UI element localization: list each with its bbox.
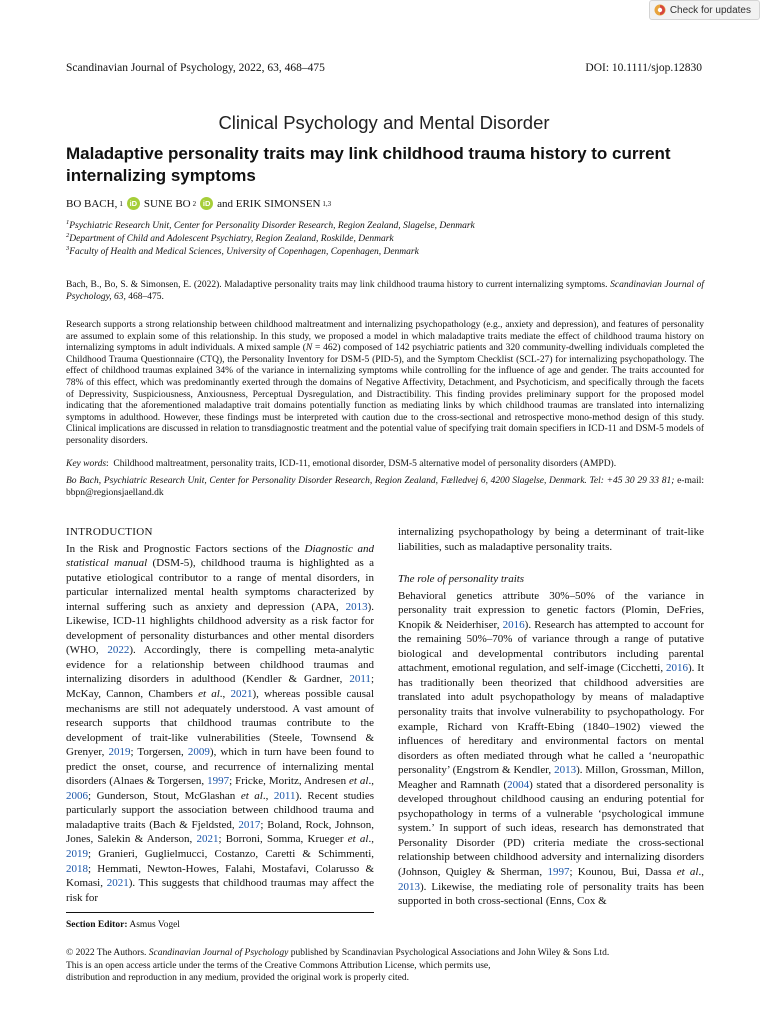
keywords: Key words: Childhood maltreatment, personality traits, ICD-11, emotional disorder, DSM-5 alternative model of personality disorders (AMPD). [66, 459, 617, 469]
update-status-icon [654, 4, 666, 16]
right-column [398, 525, 704, 909]
subsection-heading: The role of personality traits [398, 573, 525, 586]
section-editor: Section Editor: Asmus Vogel [66, 920, 180, 930]
author-sup: 1,3 [322, 199, 332, 208]
body-paragraph: Behavioral genetics attribute 30%–50% of the variance in personality trait expression to genetic factors (Plomin, DeFries, Knopik & Neiderhiser, 2016). Research has attempted to account for the remaining 50%–70% of variance through a range of putative biological and developmental contributors including parental attachment, emotional regulation, and self-image (Cicchetti, 2016). It has traditionally been theorized that childhood adversities are translated into adult psychopathology by means of maladaptive personality traits that involve vulnerability to psychopathology. For example, Richard von Krafft-Ebing (1840–1902) viewed the influences of hereditary and environmental factors on mental disorders as often mediated through what he called a ‘neuropathic personality’ (Engstrom & Kendler, 2013). Millon, Grossman, Millon, Meagher and Ramnath (2004) stated that a disordered personality is developed throughout childhood causing an enduring potential for psychopathology in terms of a vulnerable ‘psychological immune system.’ In support of such ideas, research has demonstrated that Personality Disorder (PD) criteria mediate the cross-sectional relationship between childhood adversity and internalizing disorders (Johnson, Quigley & Sherman, 1997; Kounou, Bui, Dassa et al., 2013). Likewise, the mediating role of personality traits has been supported in both cross-sectional (Enns, Cox & [398, 589, 705, 908]
section-title: Clinical Psychology and Mental Disorder [218, 112, 550, 133]
author-list [66, 197, 331, 210]
affiliation: $^3$Faculty of Health and Medical Sciences, University of Copenhagen, Copenhagen, Denmark [66, 245, 419, 258]
affiliation: $^2$Department of Child and Adolescent Psychiatry, Region Zealand, Roskilde, Denmark [66, 232, 394, 245]
body-paragraph: In the Risk and Prognostic Factors sections of the Diagnostic and statistical manual (DSM-5), childhood trauma is highlighted as a putative etiological contributor to a range of mental disorders, in particular internalized mental health symptoms characterized by internal suffering such as anxiety and depression (APA, 2013). Likewise, ICD-11 highlights childhood adversity as a risk factor for development of personality disturbances and other mental disorders (WHO, 2022). Accordingly, there is compelling meta-analytic evidence for a relationship between childhood traumas and internalizing disorders in adulthood (Kendler & Gardner, 2011; McKay, Cannon, Chambers et al., 2021), whereas possible causal mechanisms are still not adequately understood. A vast amount of research supports that childhood traumas contribute to the development of trait-like vulnerabilities (Steele, Townsend & Grenyer, 2019; Torgersen, 2009), which in turn have been found to predict the onset, course, and recurrence of internalizing mental disorders (Alnaes & Torgersen, 1997; Fricke, Moritz, Andresen et al., 2006; Gunderson, Stout, McGlashan et al., 2011). Recent studies particularly support the association between childhood trauma and maladaptive traits (Bach & Fjeldsted, 2017; Boland, Rock, Johnson, Jones, Salekin & Anderson, 2021; Borroni, Somma, Krueger et al., 2019; Granieri, Guglielmucci, Costanzo, Caretti & Schimmenti, 2018; Hemmati, Newton-Howes, Falahi, Mostafavi, Colarusso & Komasi, 2021). This suggests that childhood traumas may affect the risk for [66, 542, 374, 904]
email-link[interactable]: e-mail: bbpn@regionsjaelland.dk [66, 476, 704, 498]
author-sup: 2 [192, 199, 197, 208]
license-footer: © 2022 The Authors. Scandinavian Journal of Psychology published by Scandinavian Psychological Associations and John Wiley & Sons Ltd. This is an open access article under the terms of the Creative Commons Attribution License, which permits use, distribution and reproduction in any medium, provided the original work is properly cited. [66, 948, 610, 983]
correspondence: Bo Bach, Psychiatric Research Unit, Center for Personality Disorder Research, Region Zealand, Fælledvej 6, 4200 Slagelse, Denmark. Tel: +45 30 29 33 81; e-mail: bbpn@regionsjaelland.dk [66, 476, 704, 498]
author-name: BO BACH, [66, 197, 118, 210]
doi-header[interactable]: DOI: 10.1111/sjop.12830 [585, 62, 702, 74]
author-name: and ERIK SIMONSEN [217, 197, 321, 210]
divider [66, 912, 374, 913]
left-column [66, 525, 374, 905]
author-sup: 1 [119, 199, 123, 208]
check-for-updates-label: Check for updates [669, 4, 751, 16]
citation: Bach, B., Bo, S. & Simonsen, E. (2022). Maladaptive personality traits may link childhood trauma history to current internalizing symptoms. Scandinavian Journal of Psychology, 63, 468–475. [66, 280, 705, 302]
abstract: Research supports a strong relationship between childhood maltreatment and internalizing psychopathology (e.g., anxiety and depression), and features of personality are assumed to explain some of this relationship. In this study, we proposed a model in which maladaptive traits mediate the effect of childhood trauma history on internalizing symptoms in adult individuals. A mixed sample (N = 462) composed of 142 psychiatric patients and 320 community-dwelling individuals completed the Childhood Trauma Questionnaire (CTQ), the Personality Inventory for DSM-5 (PID-5), and the Symptom Checklist (SCL-27) for internalizing psychopathology. The effect of childhood traumas explained 34% of the variance in internalizing symptoms while controlling for the influence of age and gender. The traits accounted for 78% of this effect, which was predominantly exerted through the domains of Negative Affectivity, Detachment, and Psychoticism, and specifically through the facets of Depressivity, Suspiciousness, Anxiousness, Perceptual Dysregulation, and Distractibility. This finding provides preliminary support for the proposed model indicating that the aforementioned maladaptive trait domains potentially function as mediating links by which childhood traumas are translated into internalizing symptoms in adulthood. However, these findings must be interpreted with caution due to the cross-sectional and retrospective mono-method design of this study. Clinical implications are discussed in relation to transdiagnostic treatment and the potential value of specifying trait domain specifiers in ICD-11 and DSM-5 models of personality disorders. [66, 320, 704, 446]
orcid-icon[interactable]: iD [200, 197, 213, 210]
article-title: Maladaptive personality traits may link childhood trauma history to current internalizing symptoms [66, 144, 671, 185]
intro-heading: INTRODUCTION [66, 526, 153, 538]
check-for-updates-button[interactable] [649, 0, 760, 20]
journal-header: Scandinavian Journal of Psychology, 2022, 63, 468–475 [66, 62, 325, 74]
author-name: SUNE BO [143, 197, 191, 210]
orcid-icon[interactable]: iD [127, 197, 140, 210]
affiliation: $^1$Psychiatric Research Unit, Center for Personality Disorder Research, Region Zealand, Slagelse, Denmark [66, 219, 475, 232]
body-paragraph: internalizing psychopathology by being a determinant of trait-like liabilities, such as maladaptive personality traits. [398, 526, 704, 553]
